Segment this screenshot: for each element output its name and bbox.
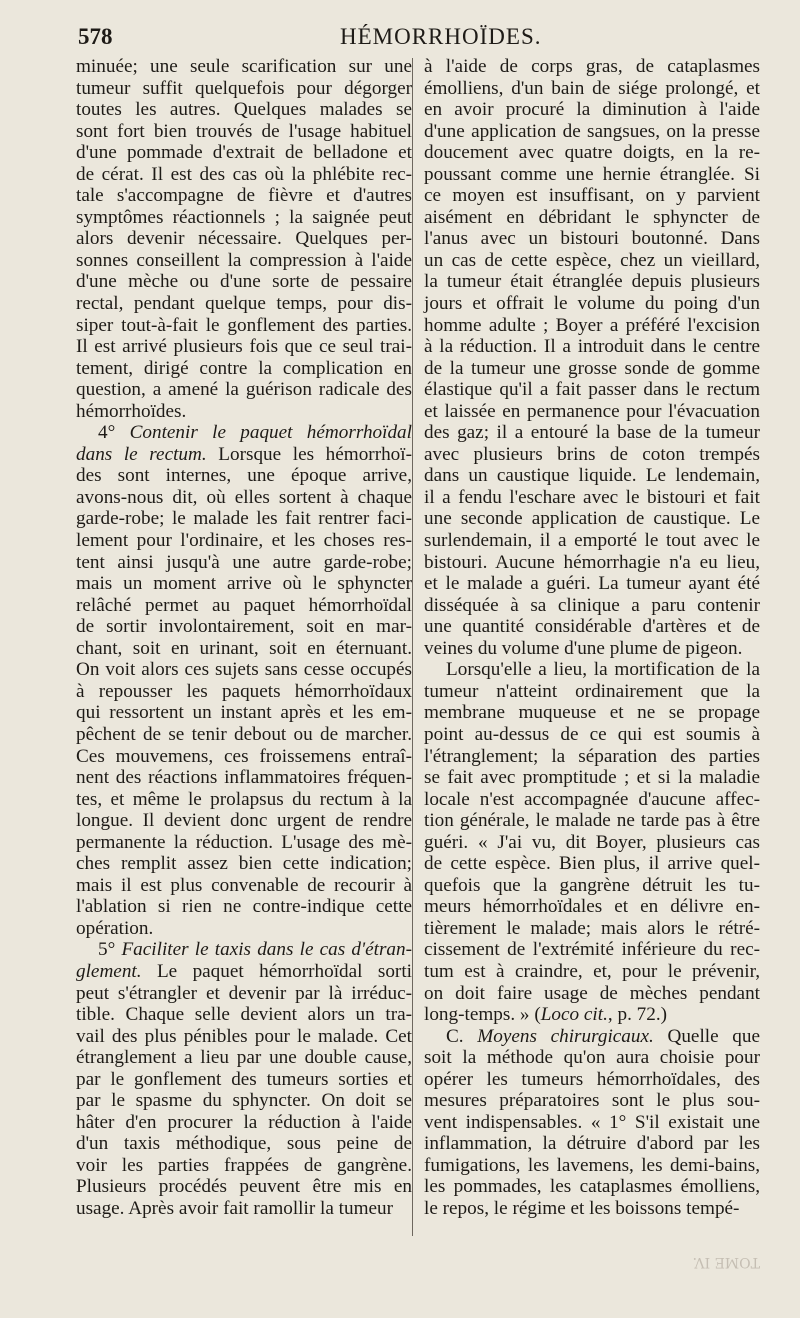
left-column-line: ches remplit assez bien cette indication; <box>76 853 412 875</box>
left-column-line: d'une pommade d'extrait de belladone et <box>76 142 412 164</box>
right-column-line: quefois que la gangrène détruit les tu- <box>424 874 760 896</box>
right-column-line: tion générale, le malade ne tarde pas à être <box>424 810 760 832</box>
left-column-line: mais un moment arrive où le sphyncter <box>76 573 412 595</box>
left-column-line: hâter d'en procurer la réduction à l'aide <box>76 1111 412 1133</box>
left-column-line: tement, dirigé contre la complication en <box>76 357 412 379</box>
left-column-line: permanente la réduction. L'usage des mè- <box>76 831 412 853</box>
right-column-line: de cette espèce. Bien plus, il arrive quel- <box>424 853 760 875</box>
left-column-line: des sont internes, une époque arrive, <box>76 465 412 487</box>
right-column-line: le repos, le régime et les boissons tempé- <box>424 1197 740 1219</box>
right-column-line: homme adulte ; Boyer a préféré l'excision <box>424 314 760 336</box>
right-column-line: doucement avec quatre doigts, en la re- <box>424 142 760 164</box>
right-column-line: l'étranglement; la séparation des parties <box>424 745 760 767</box>
left-column-line: Il est arrivé plusieurs fois que ce seul trai- <box>76 336 412 358</box>
right-column-line: disséquée à sa clinique a paru contenir <box>424 594 760 616</box>
right-column-line: vent indispensables. « 1° S'il existait une <box>424 1111 760 1133</box>
right-column-line: il a fendu l'eschare avec le bistouri et fait <box>424 486 760 508</box>
page-number: 578 <box>78 24 113 49</box>
left-column-line: sonnes conseillent la compression à l'aide <box>76 249 412 271</box>
right-column-line: tum est à craindre, et, pour le prévenir, <box>424 960 760 982</box>
right-column-line: opérer les tumeurs hémorrhoïdales, des <box>424 1068 760 1090</box>
left-column-line: tible. Chaque selle devient alors un tra- <box>76 1004 412 1026</box>
right-column-line: bistouri. Aucune hémorrhagie n'a eu lieu, <box>424 551 760 573</box>
right-column-line: Lorsqu'elle a lieu, la mortification de la <box>446 659 760 681</box>
left-column-line: à repousser les paquets hémorrhoïdaux <box>76 680 412 702</box>
left-column-line: Plusieurs procédés peuvent être mis en <box>76 1176 412 1198</box>
left-column-line: minuée; une seule scarification sur une <box>76 56 412 77</box>
right-column-line: ce moyen est insuffisant, on y parvient <box>424 185 760 207</box>
left-column-line: hémorrhoïdes. <box>76 400 187 422</box>
right-column-line: les pommades, les cataplasmes émolliens, <box>424 1176 760 1198</box>
left-column-line: 5° Faciliter le taxis dans le cas d'étran- <box>98 939 412 961</box>
column-divider <box>412 58 413 1236</box>
right-column-line: une quantité considérable d'artères et de <box>424 616 760 638</box>
left-column-line: vail des plus pénibles pour le malade. Cet <box>76 1025 412 1047</box>
right-column-line: jours et offrait le volume du poing d'un <box>424 293 760 315</box>
running-title: HÉMORRHOÏDES. <box>340 24 542 49</box>
right-column-line: tumeur n'atteint ordinairement que la <box>424 680 760 702</box>
right-column-line: mesures préparatoires sont le plus sou- <box>424 1090 760 1112</box>
left-column-line: dans le rectum. Lorsque les hémorrhoï- <box>76 443 412 465</box>
left-column-line: l'ablation si rien ne contre-indique cette <box>76 896 412 918</box>
left-column-line: tes, et même le prolapsus du rectum à la <box>76 788 412 810</box>
right-column-line: inflammation, la détruire d'abord par les <box>424 1133 760 1155</box>
right-column-line: émolliens, d'un bain de siége prolongé, et <box>424 77 760 99</box>
left-column-line: longue. Il devient donc urgent de rendre <box>76 810 412 832</box>
right-column-line: veines du volume d'une plume de pigeon. <box>424 637 743 659</box>
left-column-line: siper tout-à-fait le gonflement des parties. <box>76 314 412 336</box>
right-column-line: et le malade a guéri. La tumeur ayant été <box>424 573 760 595</box>
right-column-line: l'anus avec un bistouri boutonné. Dans <box>424 228 760 250</box>
left-column-line: d'une mèche ou d'une sorte de pessaire <box>76 271 412 293</box>
left-column-line: étranglement a lieu par une double cause, <box>76 1047 412 1069</box>
right-column-line: et laissée en permanence pour l'évacuation <box>424 400 760 422</box>
left-column-line: tale s'accompagne de fièvre et d'autres <box>76 185 412 207</box>
right-column-line: aisément en débridant le sphyncter de <box>424 206 760 228</box>
left-text-column <box>76 56 412 1220</box>
right-column-line: de la tumeur une grosse sonde de gomme <box>424 357 760 379</box>
left-column-line: usage. Après avoir fait ramollir la tumeur <box>76 1197 394 1219</box>
right-column-line: avec plusieurs brins de coton trempés <box>424 443 760 465</box>
right-column-line: soit la méthode qu'on aura choisie pour <box>424 1047 760 1069</box>
right-column-line: membrane muqueuse et ne se propage <box>424 702 760 724</box>
right-column-line: la tumeur était étranglée depuis plusieurs <box>424 271 760 293</box>
right-column-line: un cas de cette espèce, chez un vieillard, <box>424 249 760 271</box>
left-column-line: lement pour l'ordinaire, et les choses res- <box>76 530 412 552</box>
left-column-line: mais il est plus convenable de recourir à <box>76 874 412 896</box>
right-column-line: fumigations, les lavemens, les demi-bains, <box>424 1154 760 1176</box>
right-column-line: d'une application de sangsues, on la presse <box>424 120 760 142</box>
left-column-line: On voit alors ces sujets sans cesse occupés <box>76 659 412 681</box>
left-column-line: de cérat. Il est des cas où la phlébite rec- <box>76 163 412 185</box>
left-column-line: alors devenir nécessaire. Quelques per- <box>76 228 412 250</box>
left-column-line: glement. Le paquet hémorrhoïdal sorti <box>76 960 412 982</box>
right-column-line: long-temps. » (Loco cit., p. 72.) <box>424 1004 668 1026</box>
right-column-line: meurs hémorrhoïdales et en délivre en- <box>424 896 760 918</box>
right-column-line: à l'aide de corps gras, de cataplasmes <box>424 56 760 77</box>
right-column-line: poussant comme une hernie étranglée. Si <box>424 163 760 185</box>
right-column-line: une seconde application de caustique. Le <box>424 508 760 530</box>
right-column-line: des gaz; il a entouré la base de la tumeur <box>424 422 760 444</box>
left-column-line: d'un taxis méthodique, sous peine de <box>76 1133 412 1155</box>
right-column-line: point au-dessus de ce qui est soumis à <box>424 723 760 745</box>
left-column-line: tumeur suffit quelquefois pour dégorger <box>76 77 412 99</box>
right-column-line: locale n'est accompagnée d'aucune affec- <box>424 788 760 810</box>
left-column-line: chant, soit en urinant, soit en éternuant. <box>76 637 412 659</box>
right-column-line: élastique qu'il a fait passer dans le rectum <box>424 379 760 401</box>
right-column-line: dans un caustique liquide. Le lendemain, <box>424 465 760 487</box>
left-column-line: avons-nous dit, où elles sortent à chaque <box>76 486 412 508</box>
page-header <box>78 24 778 56</box>
left-column-line: pêchent de se tenir debout ou de marcher. <box>76 723 412 745</box>
right-text-column <box>424 56 760 1220</box>
left-column-line: nent des réactions inflammatoires fréquen- <box>76 767 412 789</box>
right-column-line: cissement de l'extrémité inférieure du rec- <box>424 939 760 961</box>
left-column-line: relâché permet au paquet hémorrhoïdal <box>76 594 412 616</box>
left-column-line: peut s'étrangler et devenir par là irréduc- <box>76 982 412 1004</box>
right-column-line: guéri. « J'ai vu, dit Boyer, plusieurs cas <box>424 831 760 853</box>
left-column-line: Ces mouvemens, ces froissemens entraî- <box>76 745 412 767</box>
left-column-line: de sortir involontairement, soit en mar- <box>76 616 412 638</box>
left-column-line: voir les parties frappées de gangrène. <box>76 1154 412 1176</box>
right-column-line: surlendemain, il a emporté le tout avec le <box>424 530 760 552</box>
right-column-line: on doit faire usage de mèches pendant <box>424 982 760 1004</box>
left-column-line: opération. <box>76 917 154 939</box>
left-column-line: sont fort bien trouvés de l'usage habituel <box>76 120 412 142</box>
left-column-line: par le gonflement des tumeurs sorties et <box>76 1068 412 1090</box>
right-column-line: se fait avec promptitude ; et si la maladie <box>424 767 760 789</box>
right-column-line: tièrement le malade; mais alors le rétré- <box>424 917 760 939</box>
left-column-line: toutes les autres. Quelques malades se <box>76 99 412 121</box>
left-column-line: par le spasme du sphyncter. On doit se <box>76 1090 412 1112</box>
left-column-line: garde-robe; le malade les fait rentrer faci- <box>76 508 412 530</box>
right-column-line: en avoir procuré la diminution à l'aide <box>424 99 760 121</box>
right-column-line: à la réduction. Il a introduit dans le centre <box>424 336 760 358</box>
left-column-line: qui ressortent un instant après et les em- <box>76 702 412 724</box>
left-column-line: symptômes réactionnels ; la saignée peut <box>76 206 412 228</box>
left-column-line: rectal, pendant quelque temps, pour dis- <box>76 293 412 315</box>
left-column-line: tent ainsi jusqu'à une autre garde-robe; <box>76 551 412 573</box>
show-through-text: TOME IV. <box>692 1254 760 1270</box>
left-column-line: 4° Contenir le paquet hémorrhoïdal <box>98 422 412 444</box>
left-column-line: question, a amené la guérison radicale des <box>76 379 412 401</box>
right-column-line: C. Moyens chirurgicaux. Quelle que <box>446 1025 760 1047</box>
